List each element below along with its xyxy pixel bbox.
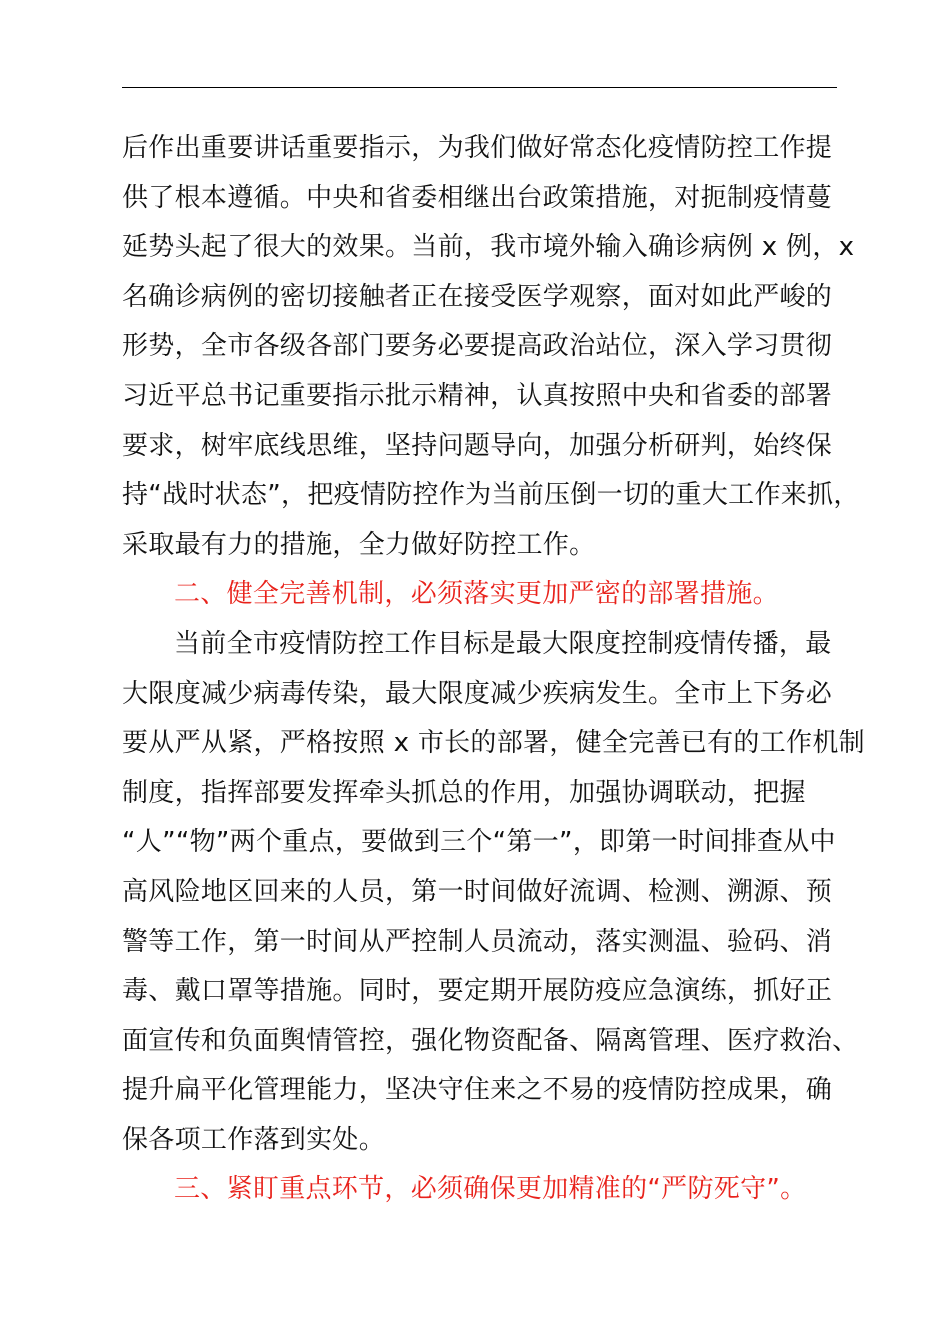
paragraph-line: 提升扁平化管理能力，坚决守住来之不易的疫情防控成果，确 [122,1075,833,1106]
paragraph-line: 采取最有力的措施，全力做好防控工作。 [122,529,596,560]
paragraph-line: 制度，指挥部要发挥牵头抓总的作用，加强协调联动，把握 [122,777,806,808]
paragraph-line: 习近平总书记重要指示批示精神，认真按照中央和省委的部署 [122,380,833,411]
paragraph-line: 名确诊病例的密切接触者正在接受医学观察，面对如此严峻的 [122,281,833,312]
section-heading-2: 二、健全完善机制，必须落实更加严密的部署措施。 [174,579,779,610]
paragraph-line: 后作出重要讲话重要指示，为我们做好常态化疫情防控工作提 [122,133,833,163]
header-rule [122,87,837,88]
paragraph-1 [122,124,860,570]
section-heading-3: 三、紧盯重点环节，必须确保更加精准的“严防死守”。 [174,1174,807,1205]
paragraph-line: 形势，全市各级各部门要务必要提高政治站位，深入学习贯彻 [122,331,833,362]
paragraph-line: “人”“物”两个重点，要做到三个“第一”，即第一时间排查从中 [122,827,836,858]
paragraph-line: 要从严从紧，严格按照 x 市长的部署，健全完善已有的工作机制 [122,728,865,759]
paragraph-line: 大限度减少病毒传染，最大限度减少疾病发生。全市上下务必 [122,678,833,709]
paragraph-line: 毒、戴口罩等措施。同时，要定期开展防疫应急演练，抓好正 [122,976,833,1007]
paragraph-line: 供了根本遵循。中央和省委相继出台政策措施，对扼制疫情蔓 [122,182,833,213]
paragraph-line: 面宣传和负面舆情管控，强化物资配备、隔离管理、医疗救治、 [122,1025,859,1056]
paragraph-line: 要求，树牢底线思维，坚持问题导向，加强分析研判，始终保 [122,430,833,461]
paragraph-line: 警等工作，第一时间从严控制人员流动，落实测温、验码、消 [122,926,833,957]
paragraph-line: 高风险地区回来的人员，第一时间做好流调、检测、溯源、预 [122,876,833,907]
document-body [122,124,865,1215]
paragraph-line: 保各项工作落到实处。 [122,1124,386,1155]
paragraph-line: 当前全市疫情防控工作目标是最大限度控制疫情传播，最 [174,628,832,659]
paragraph-line: 延势头起了很大的效果。当前，我市境外输入确诊病例 x 例，x [122,232,855,263]
paragraph-line: 持“战时状态”，把疫情防控作为当前压倒一切的重大工作来抓， [122,480,860,511]
paragraph-2 [122,620,865,1166]
